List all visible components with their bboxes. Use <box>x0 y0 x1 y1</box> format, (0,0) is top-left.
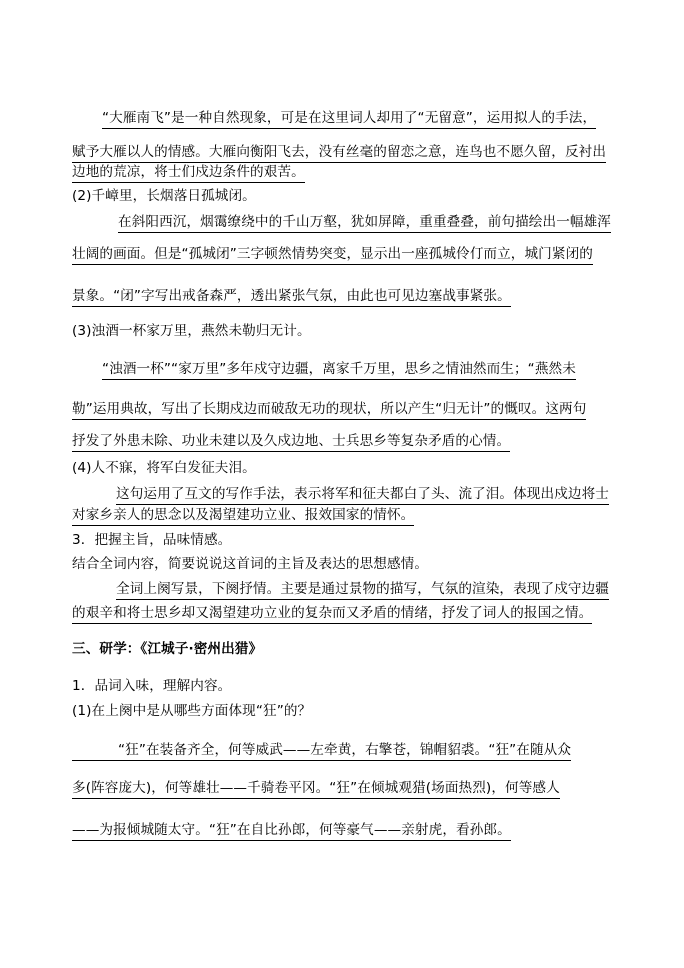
answer-line: 的艰辛和将士思乡却又渴望建功立业的复杂而又矛盾的情绪，抒发了词人的报国之情。 <box>72 604 592 624</box>
answer-line: ——为报倾城随太守。“狂”在自比孙郎，何等豪气——亲射虎，看孙郎。 <box>72 821 511 841</box>
question-line: (1)在上阕中是从哪些方面体现“狂”的？ <box>72 703 312 719</box>
answer-line: 边地的荒凉，将士们戍边条件的艰苦。 <box>72 163 305 183</box>
answer-line: 景象。“闭”字写出戒备森严，透出紧张气氛，由此也可见边塞战事紧张。 <box>72 287 511 307</box>
answer-line: 多(阵容庞大)，何等雄壮——千骑卷平冈。“狂”在倾城观猎(场面热烈)，何等感人 <box>72 779 560 799</box>
question-line: (2)千嶂里，长烟落日孤城闭。 <box>72 188 256 204</box>
answer-line: 勒”运用典故，写出了长期戍边而破敌无功的现状，所以产生“归无计”的慨叹。这两句 <box>72 400 586 420</box>
question-line: (3)浊酒一杯家万里，燕然未勒归无计。 <box>72 323 311 339</box>
answer-line: “狂”在装备齐全，何等威武——左牵黄，右擎苍，锦帽貂裘。“狂”在随从众 <box>72 741 571 761</box>
answer-line: 全词上阕写景，下阕抒情。主要是通过景物的描写，气氛的渲染，表现了戍守边疆 <box>116 580 609 600</box>
answer-line: 这句运用了互文的写作手法，表示将军和征夫都白了头、流了泪。体现出戍边将士 <box>116 485 609 505</box>
section-item: 3．把握主旨，品味情感。 <box>72 532 232 548</box>
section-heading: 三、研学：《江城子·密州出猎》 <box>72 641 263 657</box>
question-line: 结合全词内容，简要说说这首词的主旨及表达的思想感情。 <box>72 556 429 572</box>
section-item: 1．品词入味，理解内容。 <box>72 678 232 694</box>
answer-line: “浊酒一杯”“家万里”多年戍守边疆，离家千万里，思乡之情油然而生；“燕然未 <box>102 360 576 380</box>
answer-line: “大雁南飞”是一种自然现象，可是在这里词人却用了“无留意”，运用拟人的手法， <box>102 109 596 129</box>
question-line: (4)人不寐，将军白发征夫泪。 <box>72 460 256 476</box>
answer-line: 壮阔的画面。但是“孤城闭”三字顿然情势突变，显示出一座孤城伶仃而立，城门紧闭的 <box>72 245 593 265</box>
answer-line: 赋予大雁以人的情感。大雁向衡阳飞去，没有丝毫的留恋之意，连鸟也不愿久留，反衬出 <box>72 143 606 163</box>
answer-line: 在斜阳西沉，烟霭缭绕中的千山万壑，犹如屏障，重重叠叠，前句描绘出一幅雄浑 <box>118 213 611 233</box>
answer-line: 对家乡亲人的思念以及渴望建功立业、报效国家的情怀。 <box>72 506 414 526</box>
answer-line: 抒发了外患未除、功业未建以及久戍边地、士兵思乡等复杂矛盾的心情。 <box>72 432 510 452</box>
